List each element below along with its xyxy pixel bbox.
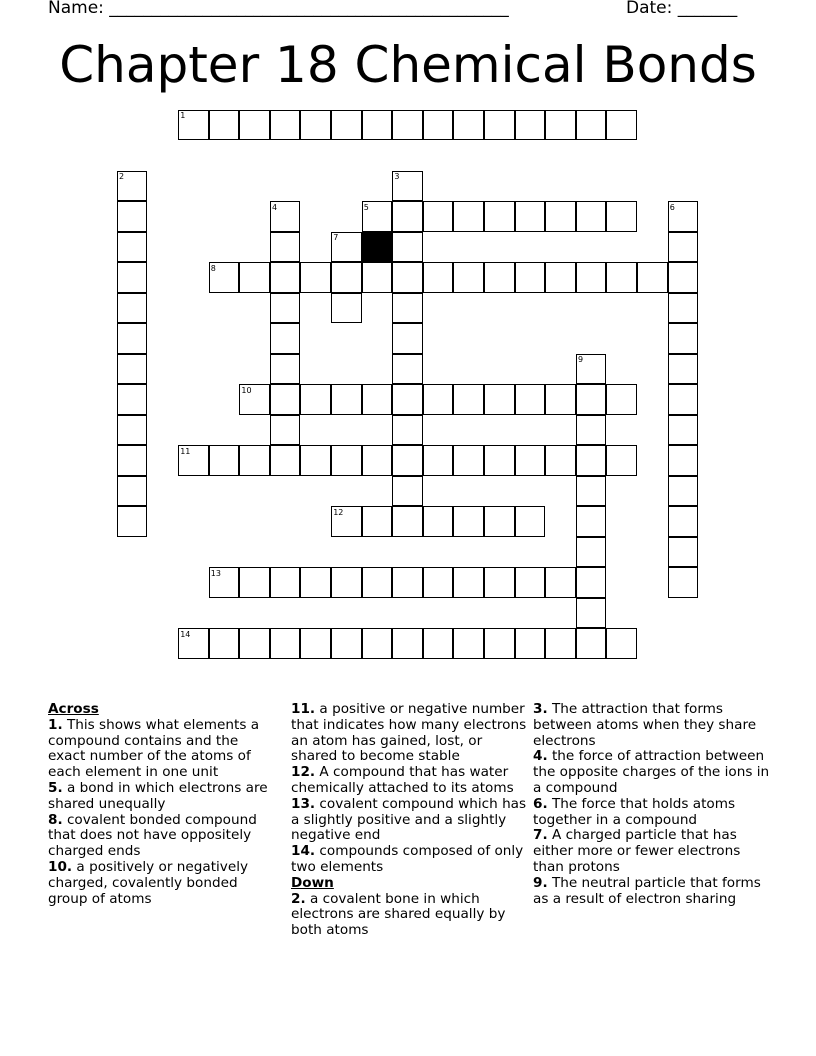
crossword-cell[interactable]	[576, 598, 607, 629]
crossword-cell[interactable]	[117, 415, 148, 446]
crossword-cell[interactable]	[392, 262, 423, 293]
crossword-cell[interactable]	[392, 354, 423, 385]
crossword-cell[interactable]	[239, 445, 270, 476]
crossword-cell[interactable]	[392, 110, 423, 141]
clue-number: 12.	[291, 764, 316, 781]
crossword-cell[interactable]	[239, 110, 270, 141]
crossword-cell[interactable]	[668, 445, 699, 476]
cell-number: 14	[180, 629, 191, 639]
crossword-cell[interactable]	[392, 293, 423, 324]
crossword-cell[interactable]	[668, 415, 699, 446]
crossword-cell[interactable]	[300, 628, 331, 659]
cell-number: 2	[119, 172, 125, 181]
cell-number: 10	[241, 385, 252, 395]
clue-down-6	[533, 797, 773, 829]
crossword-cell[interactable]	[606, 110, 637, 141]
clue-number: 6.	[533, 795, 548, 812]
down-heading: Down	[291, 874, 334, 891]
crossword-cell[interactable]	[300, 110, 331, 141]
crossword-cell[interactable]	[270, 354, 301, 385]
crossword-cell[interactable]	[331, 445, 362, 476]
crossword-cell[interactable]	[117, 293, 148, 324]
clue-down-3	[533, 702, 773, 749]
clue-number: 1.	[48, 716, 63, 733]
clue-number: 2.	[291, 890, 306, 907]
crossword-cell[interactable]	[117, 445, 148, 476]
crossword-cell[interactable]	[300, 567, 331, 598]
clue-number: 11.	[291, 701, 316, 717]
crossword-cell[interactable]	[239, 262, 270, 293]
clue-across-14	[291, 844, 531, 876]
crossword-cell[interactable]	[515, 628, 546, 659]
crossword-cell[interactable]	[300, 445, 331, 476]
crossword-cell[interactable]	[576, 201, 607, 232]
crossword-cell[interactable]	[362, 262, 393, 293]
crossword-cell[interactable]	[117, 506, 148, 537]
crossword-cell[interactable]	[270, 445, 301, 476]
crossword-cell[interactable]	[545, 110, 576, 141]
crossword-cell[interactable]	[637, 262, 668, 293]
crossword-cell[interactable]	[576, 415, 607, 446]
crossword-cell[interactable]	[331, 110, 362, 141]
crossword-cell[interactable]	[545, 567, 576, 598]
crossword-cell[interactable]	[423, 628, 454, 659]
crossword-cell[interactable]	[331, 628, 362, 659]
crossword-cell[interactable]	[117, 232, 148, 263]
clue-across-1	[48, 718, 278, 781]
date-field[interactable]: Date: _______	[626, 0, 738, 18]
cell-number: 8	[210, 263, 216, 273]
crossword-cell[interactable]	[606, 445, 637, 476]
crossword-cell[interactable]	[576, 110, 607, 141]
crossword-cell[interactable]	[515, 201, 546, 232]
clue-text: the force of attraction between the opposite charges of the ions in a compound	[533, 748, 770, 796]
crossword-cell[interactable]	[484, 445, 515, 476]
crossword-cell[interactable]	[453, 110, 484, 141]
crossword-cell[interactable]	[117, 262, 148, 293]
crossword-cell[interactable]	[300, 384, 331, 415]
crossword-cell[interactable]	[668, 323, 699, 354]
name-field[interactable]: Name: _______________________________________________	[48, 0, 509, 18]
crossword-cell[interactable]	[515, 262, 546, 293]
crossword-cell[interactable]	[392, 628, 423, 659]
crossword-cell[interactable]	[453, 445, 484, 476]
crossword-cell[interactable]	[484, 506, 515, 537]
cell-number: 5	[363, 202, 369, 212]
clue-number: 5.	[48, 779, 63, 796]
crossword-cell[interactable]	[453, 384, 484, 415]
crossword-cell[interactable]	[576, 262, 607, 293]
crossword-cell[interactable]	[668, 384, 699, 415]
crossword-cell[interactable]	[545, 628, 576, 659]
crossword-cell[interactable]	[606, 628, 637, 659]
crossword-cell[interactable]	[545, 201, 576, 232]
crossword-cell[interactable]	[484, 201, 515, 232]
crossword-cell[interactable]	[270, 262, 301, 293]
clue-text: compounds composed of only two elements	[291, 843, 524, 875]
clue-number: 14.	[291, 843, 316, 860]
crossword-cell[interactable]	[423, 506, 454, 537]
crossword-cell[interactable]	[668, 537, 699, 568]
crossword-cell[interactable]	[117, 323, 148, 354]
clue-across-8	[48, 813, 278, 860]
crossword-cell[interactable]	[576, 628, 607, 659]
crossword-cell[interactable]	[331, 384, 362, 415]
clues-column-1	[48, 702, 278, 907]
across-heading: Across	[48, 701, 99, 717]
crossword-cell[interactable]	[270, 232, 301, 263]
clues-column-2	[291, 702, 531, 939]
crossword-cell[interactable]	[515, 445, 546, 476]
clue-across-13	[291, 797, 531, 844]
crossword-cell[interactable]	[392, 384, 423, 415]
crossword-cell[interactable]	[576, 506, 607, 537]
crossword-cell[interactable]	[576, 567, 607, 598]
crossword-cell[interactable]	[423, 384, 454, 415]
clue-down-9	[533, 876, 773, 908]
crossword-cell[interactable]	[453, 201, 484, 232]
clue-text: The force that holds atoms together in a compound	[533, 795, 736, 828]
crossword-cell[interactable]	[209, 445, 240, 476]
clue-number: 3.	[533, 701, 548, 717]
clue-down-4	[533, 749, 773, 796]
crossword-cell[interactable]	[392, 323, 423, 354]
crossword-cell[interactable]	[117, 384, 148, 415]
crossword-cell[interactable]	[392, 476, 423, 507]
clue-text: covalent compound which has a slightly positive and a slightly negative end	[291, 795, 527, 844]
cell-number: 1	[180, 111, 186, 120]
crossword-cell[interactable]	[392, 201, 423, 232]
crossword-cell[interactable]	[209, 628, 240, 659]
crossword-cell[interactable]	[668, 506, 699, 537]
clue-text: a positively or negatively charged, covalently bonded group of atoms	[48, 858, 249, 907]
clue-across-10	[48, 860, 278, 907]
crossword-cell[interactable]	[331, 262, 362, 293]
crossword-cell[interactable]	[270, 293, 301, 324]
crossword-cell[interactable]	[668, 567, 699, 598]
clue-number: 13.	[291, 795, 316, 812]
crossword-cell[interactable]	[668, 476, 699, 507]
crossword-cell[interactable]	[606, 384, 637, 415]
cell-number: 3	[394, 172, 400, 181]
clue-across-12	[291, 765, 531, 797]
clue-down-7	[533, 828, 773, 875]
crossword-cell[interactable]	[515, 110, 546, 141]
crossword-cell[interactable]	[362, 384, 393, 415]
crossword-cell[interactable]	[606, 201, 637, 232]
crossword-cell[interactable]	[668, 354, 699, 385]
crossword-cell[interactable]	[300, 262, 331, 293]
crossword-cell[interactable]	[239, 628, 270, 659]
crossword-cell[interactable]	[606, 262, 637, 293]
crossword-cell[interactable]	[668, 293, 699, 324]
crossword-cell[interactable]	[484, 262, 515, 293]
crossword-cell[interactable]	[331, 567, 362, 598]
crossword-cell[interactable]	[484, 628, 515, 659]
crossword-cell[interactable]	[362, 110, 393, 141]
crossword-cell[interactable]	[515, 567, 546, 598]
clue-number: 10.	[48, 858, 73, 875]
crossword-cell[interactable]	[545, 262, 576, 293]
crossword-cell[interactable]	[576, 384, 607, 415]
crossword-cell[interactable]	[362, 506, 393, 537]
clue-text: The attraction that forms between atoms when they share electrons	[533, 701, 757, 749]
crossword-cell[interactable]	[392, 445, 423, 476]
crossword-cell[interactable]	[270, 110, 301, 141]
black-cell	[362, 232, 393, 263]
crossword-cell[interactable]	[423, 201, 454, 232]
crossword-cell[interactable]	[270, 415, 301, 446]
crossword-cell[interactable]	[362, 567, 393, 598]
crossword-cell[interactable]	[392, 415, 423, 446]
crossword-cell[interactable]	[576, 476, 607, 507]
cell-number: 6	[669, 202, 675, 212]
clue-number: 9.	[533, 874, 548, 891]
clue-text: This shows what elements a compound contains and the exact number of the atoms of each element in one unit	[48, 716, 260, 781]
clue-number: 7.	[533, 827, 548, 844]
crossword-cell[interactable]	[117, 476, 148, 507]
crossword-cell[interactable]	[484, 110, 515, 141]
crossword-cell[interactable]	[515, 384, 546, 415]
crossword-cell[interactable]	[392, 567, 423, 598]
crossword-cell[interactable]	[576, 445, 607, 476]
crossword-cell[interactable]	[484, 567, 515, 598]
crossword-cell[interactable]	[423, 445, 454, 476]
cell-number: 13	[210, 568, 221, 578]
crossword-cell[interactable]	[239, 567, 270, 598]
clue-text: A charged particle that has either more or fewer electrons than protons	[533, 827, 741, 875]
crossword-cell[interactable]	[668, 232, 699, 263]
crossword-cell[interactable]	[515, 506, 546, 537]
clue-text: The neutral particle that forms as a result of electron sharing	[533, 874, 761, 907]
cell-number: 4	[272, 202, 278, 212]
clue-across-5	[48, 781, 278, 813]
crossword-cell[interactable]	[453, 567, 484, 598]
crossword-cell[interactable]	[545, 384, 576, 415]
crossword-cell[interactable]	[423, 110, 454, 141]
crossword-cell[interactable]	[453, 262, 484, 293]
crossword-cell[interactable]	[362, 628, 393, 659]
clue-across-11	[291, 702, 531, 765]
clues-column-3	[533, 702, 773, 907]
crossword-cell[interactable]	[423, 567, 454, 598]
crossword-cell[interactable]	[453, 628, 484, 659]
clue-number: 4.	[533, 748, 548, 765]
crossword-cell[interactable]	[331, 293, 362, 324]
crossword-cell[interactable]	[453, 506, 484, 537]
clue-text: covalent bonded compound that does not have oppositely charged ends	[48, 811, 257, 860]
crossword-cell[interactable]	[423, 262, 454, 293]
crossword-cell[interactable]	[270, 567, 301, 598]
page-title: Chapter 18 Chemical Bonds	[59, 36, 757, 94]
clue-text: a positive or negative number that indicates how many electrons an atom has gained, lost, or shared to become stable	[291, 701, 527, 765]
clue-text: A compound that has water chemically attached to its atoms	[291, 764, 514, 796]
crossword-cell[interactable]	[362, 445, 393, 476]
crossword-cell[interactable]	[117, 354, 148, 385]
crossword-cell[interactable]	[484, 384, 515, 415]
crossword-cell[interactable]	[668, 262, 699, 293]
crossword-cell[interactable]	[270, 323, 301, 354]
crossword-cell[interactable]	[545, 445, 576, 476]
cell-number: 11	[180, 446, 191, 456]
clue-number: 8.	[48, 811, 63, 828]
crossword-cell[interactable]	[392, 232, 423, 263]
crossword-cell[interactable]	[576, 537, 607, 568]
clue-text: a bond in which electrons are shared unequally	[48, 779, 268, 812]
crossword-cell[interactable]	[117, 201, 148, 232]
cell-number: 9	[578, 355, 584, 364]
cell-number: 12	[333, 507, 344, 517]
clue-text: a covalent bone in which electrons are shared equally by both atoms	[291, 890, 506, 939]
crossword-cell[interactable]	[270, 628, 301, 659]
cell-number: 7	[333, 233, 339, 242]
crossword-cell[interactable]	[392, 506, 423, 537]
clue-down-2	[291, 892, 531, 939]
crossword-cell[interactable]	[209, 110, 240, 141]
crossword-cell[interactable]	[270, 384, 301, 415]
